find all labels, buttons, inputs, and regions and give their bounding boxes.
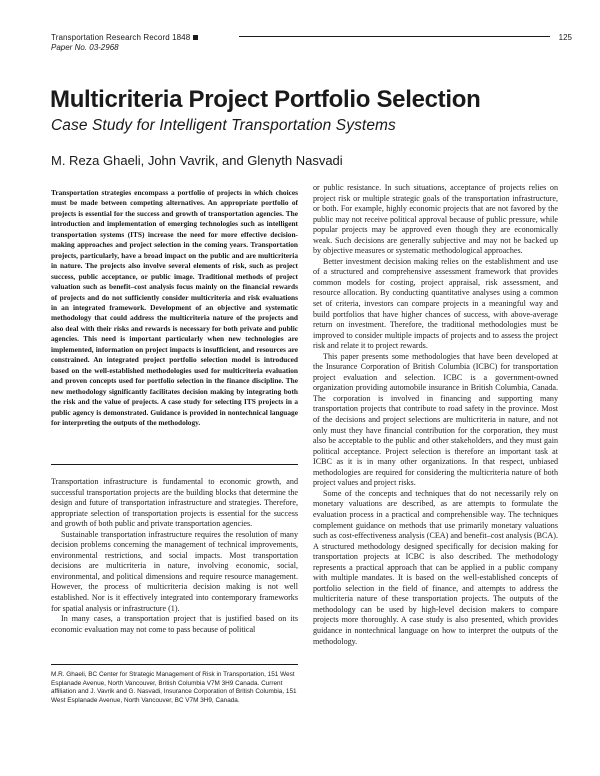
running-header xyxy=(51,33,572,57)
paragraph: In many cases, a transportation project that is justified based on its economic evaluation may not come to pass because of political xyxy=(51,614,298,634)
abstract-text: Transportation strategies encompass a portfolio of projects in which choices must be made between competing alternatives. An appropriate portfolio of projects is essential for the success and growth of transportation agencies. The introduction and implementation of emerging technologies such as intelligent transportation systems (ITS) increase the need for more effective decision-making approaches and project selection in the coming years. Transportation projects, particularly, have a broad impact on the public and are multicriteria in nature. The projects also involve several elements of risk, such as project success, public acceptance, or public image. Traditional methods of project valuation such as benefit–cost analysis focus mainly on the financial rewards of projects and do not sufficiently consider multicriteria and risk evaluations in an integrated framework. Development of an objective and systematic methodology that could address the multicriteria nature of the projects and also deal with their risks and rewards is necessary for both private and public agencies. This need is important particularly when new technologies are implemented, information on project impacts is insufficient, and resources are constrained. An integrated project portfolio selection model is introduced based on the well-established methodologies used for multicriteria evaluation and proven concepts used for portfolio selection in the finance discipline. The new methodology significantly facilitates decision making by integrating both the risk and the value of projects. A case study for selecting ITS projects in a public agency is demonstrated. Guidance is provided in nontechnical language for interpreting the outputs of the methodology. xyxy=(51,188,298,427)
paragraph: Sustainable transportation infrastructure requires the resolution of many decision problems concerning the management of technical improvements, environmental restrictions, and social impacts. Most transportation decisions are multicriteria in nature, involving economic, social, environmental, and political dimensions and require resource management. However, the process of multicriteria decision making is not well established. Nor is it effectively integrated into contemporary frameworks for spatial analysis or infrastructure (1). xyxy=(51,529,298,613)
paragraph: This paper presents some methodologies that have been developed at the Insurance Corporation of British Columbia (ICBC) for transportation project evaluation and selection. ICBC is a government-owned organization providing automobile insurance in British Columbia, Canada. The corporation is involved in financing and supporting many transportation projects that contribute to road safety in the province. Most of the decisions and project selections are multicriteria in nature, and not only must they have financial contribution for the corporation, they must also be acceptable to the public and other stakeholders, and they must gain political acceptance. Project selection is therefore an important task at ICBC as it is in many other organizations. In that respect, unbiased methodologies are required for considering the multicriteria nature of both project values and project risks. xyxy=(313,351,558,488)
footnote-divider xyxy=(51,664,298,665)
paragraph: Better investment decision making relies on the establishment and use of a structured and comprehensive assessment framework that provides common models for costing, project appraisal, risk assessment, and resource allocation. By conducting quantitative analyses using a common set of criteria, investors can compare projects in a meaningful way and build portfolios that have higher chances of success, with above-average return on investment. Therefore, the traditional methodologies must be improved to consider multiple impacts of projects and to assess the project risk and relate it to project rewards. xyxy=(313,256,558,351)
left-column-body xyxy=(51,477,298,635)
paragraph: or public resistance. In such situations, acceptance of projects relies on project risk or multiple strategic goals of the transportation infrastructure, or both. For example, highly economic projects that are not favored by the public may not receive political approval because of public pressure, while popular projects may be approved even though they are economically weak. Such decisions are generally subjective and may not be backed up by objective measures or systematic methodological approaches. xyxy=(313,183,558,256)
header-rule xyxy=(239,36,550,37)
abstract xyxy=(51,188,298,428)
header-square-icon xyxy=(193,35,198,40)
abstract-divider xyxy=(51,464,298,465)
article-title: Multicriteria Project Portfolio Selection xyxy=(50,86,481,113)
paragraph: Transportation infrastructure is fundamental to economic growth, and successful transportation projects are the building blocks that determine the design and future of transportation infrastructure and strategies. Therefore, appropriate selection of transportation projects is essential for the success and growth of both public and private transportation agencies. xyxy=(51,477,298,529)
author-affiliation-footnote: M.R. Ghaeli, BC Center for Strategic Management of Risk in Transportation, 151 West Esplanade Avenue, North Vancouver, British Columbia V7M 3H9 Canada. Current affiliation and J. Vavrik and G. Nasvadi, Insurance Corporation of British Columbia, 151 West Esplanade Avenue, North Vancouver, BC V7M 3H9, Canada. xyxy=(51,671,297,705)
paragraph: Some of the concepts and techniques that do not necessarily rely on monetary valuations are described, as are attempts to formulate the evaluation process in a practical and comprehensible way. The techniques complement guidance on methods that use primarily monetary valuations such as cost-effectiveness analysis (CEA) and benefit–cost analysis (BCA). A structured methodology designed specifically for decision making for transportation projects at ICBC is also described. The methodology represents a practical approach that can be applied in a public company with multiple mandates. It is based on the well-established concepts of portfolio selection in the field of finance, and attempts to address the multicriteria nature of these transportation projects. The outputs of the methodology can be used by high-level decision makers to compare projects more thoroughly. A case study is also presented, which provides guidance in nontechnical language on how to interpret the outputs of the methodology. xyxy=(313,488,558,646)
page-number: 125 xyxy=(558,33,572,42)
article-subtitle: Case Study for Intelligent Transportation Systems xyxy=(51,117,396,134)
paper-number: Paper No. 03-2968 xyxy=(51,43,119,52)
right-column-body xyxy=(313,183,558,647)
journal-name: Transportation Research Record 1848 xyxy=(51,33,198,42)
article-authors: M. Reza Ghaeli, John Vavrik, and Glenyth Nasvadi xyxy=(51,153,343,168)
